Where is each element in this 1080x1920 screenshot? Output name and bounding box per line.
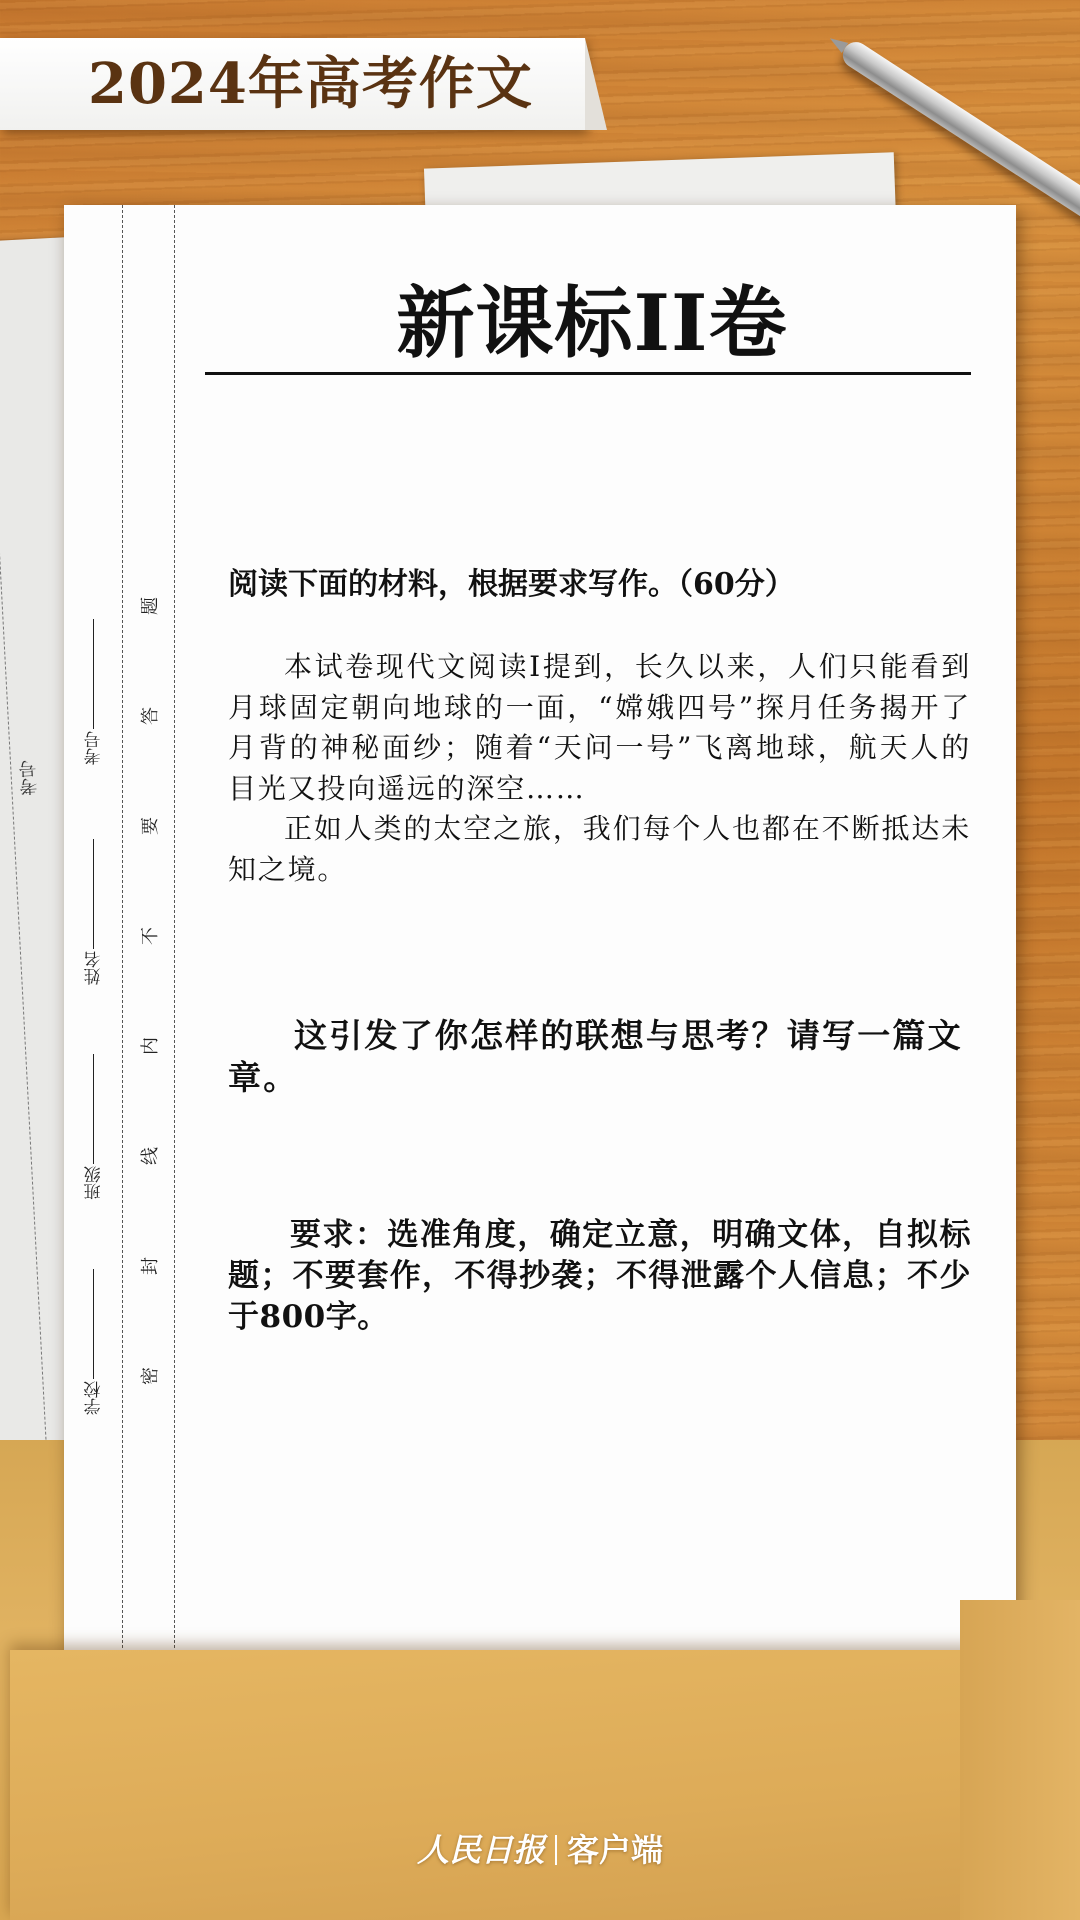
seal-line-inner: [174, 205, 175, 1673]
field-exam-number: [81, 585, 107, 765]
field-class: [81, 1020, 107, 1200]
client-label: 客户端: [567, 1831, 664, 1869]
material-paragraph: 本试卷现代文阅读I提到，长久以来，人们只能看到月球固定朝向地球的一面，“嫦娥四号”探月任务揭开了月背的神秘面纱；随着“天问一号”飞离地球，航天人的目光又投向遥远的深空……: [228, 650, 971, 805]
seal-char: 要: [140, 817, 161, 835]
page-title: 2024年高考作文: [88, 51, 533, 117]
seal-line-outer: [122, 205, 123, 1673]
material-paragraph: 正如人类的太空之旅，我们每个人也都在不断抵达未知之境。: [228, 812, 971, 886]
paper-heading: 新课标II卷: [396, 278, 788, 369]
seal-char: 线: [140, 1147, 161, 1165]
field-school: [81, 1235, 107, 1415]
pen-tip: [827, 33, 849, 53]
field-name: [81, 805, 107, 985]
instruction-text: 阅读下面的材料，根据要求写作。（60分）: [228, 567, 795, 602]
field-line: [94, 1269, 95, 1379]
back-paper-dashed-line: [0, 242, 54, 1590]
field-line: [94, 839, 95, 949]
field-school-label: 学校: [84, 1381, 105, 1415]
envelope-front: [10, 1650, 1070, 1920]
seal-char: 密: [140, 1367, 161, 1385]
field-exam-number-label: 考号: [84, 731, 105, 765]
footer-logo: [0, 1825, 1080, 1871]
exam-paper: [64, 205, 1016, 1673]
field-name-label: 姓名: [84, 951, 105, 985]
envelope-side-flap: [960, 1600, 1080, 1920]
seal-char: 内: [140, 1037, 161, 1055]
seal-char: 答: [140, 707, 161, 725]
seal-char: 题: [140, 597, 161, 615]
logo-separator: [555, 1835, 557, 1865]
title-tab: [0, 38, 585, 130]
field-line: [94, 619, 95, 729]
back-paper-field-label: 考号: [17, 759, 41, 797]
field-line: [94, 1054, 95, 1164]
material-text: [228, 647, 971, 890]
seal-char: 封: [140, 1257, 161, 1275]
field-class-label: 班级: [84, 1166, 105, 1200]
question-text: 这引发了你怎样的联想与思考？请写一篇文章。: [228, 1016, 963, 1097]
seal-char: 不: [140, 927, 161, 945]
requirement-text: 要求：选准角度，确定立意，明确文体，自拟标题；不要套作，不得抄袭；不得泄露个人信息；不少于800字。: [228, 1217, 971, 1335]
brand-logo: 人民日报: [416, 1831, 545, 1869]
heading-divider: [205, 372, 971, 375]
